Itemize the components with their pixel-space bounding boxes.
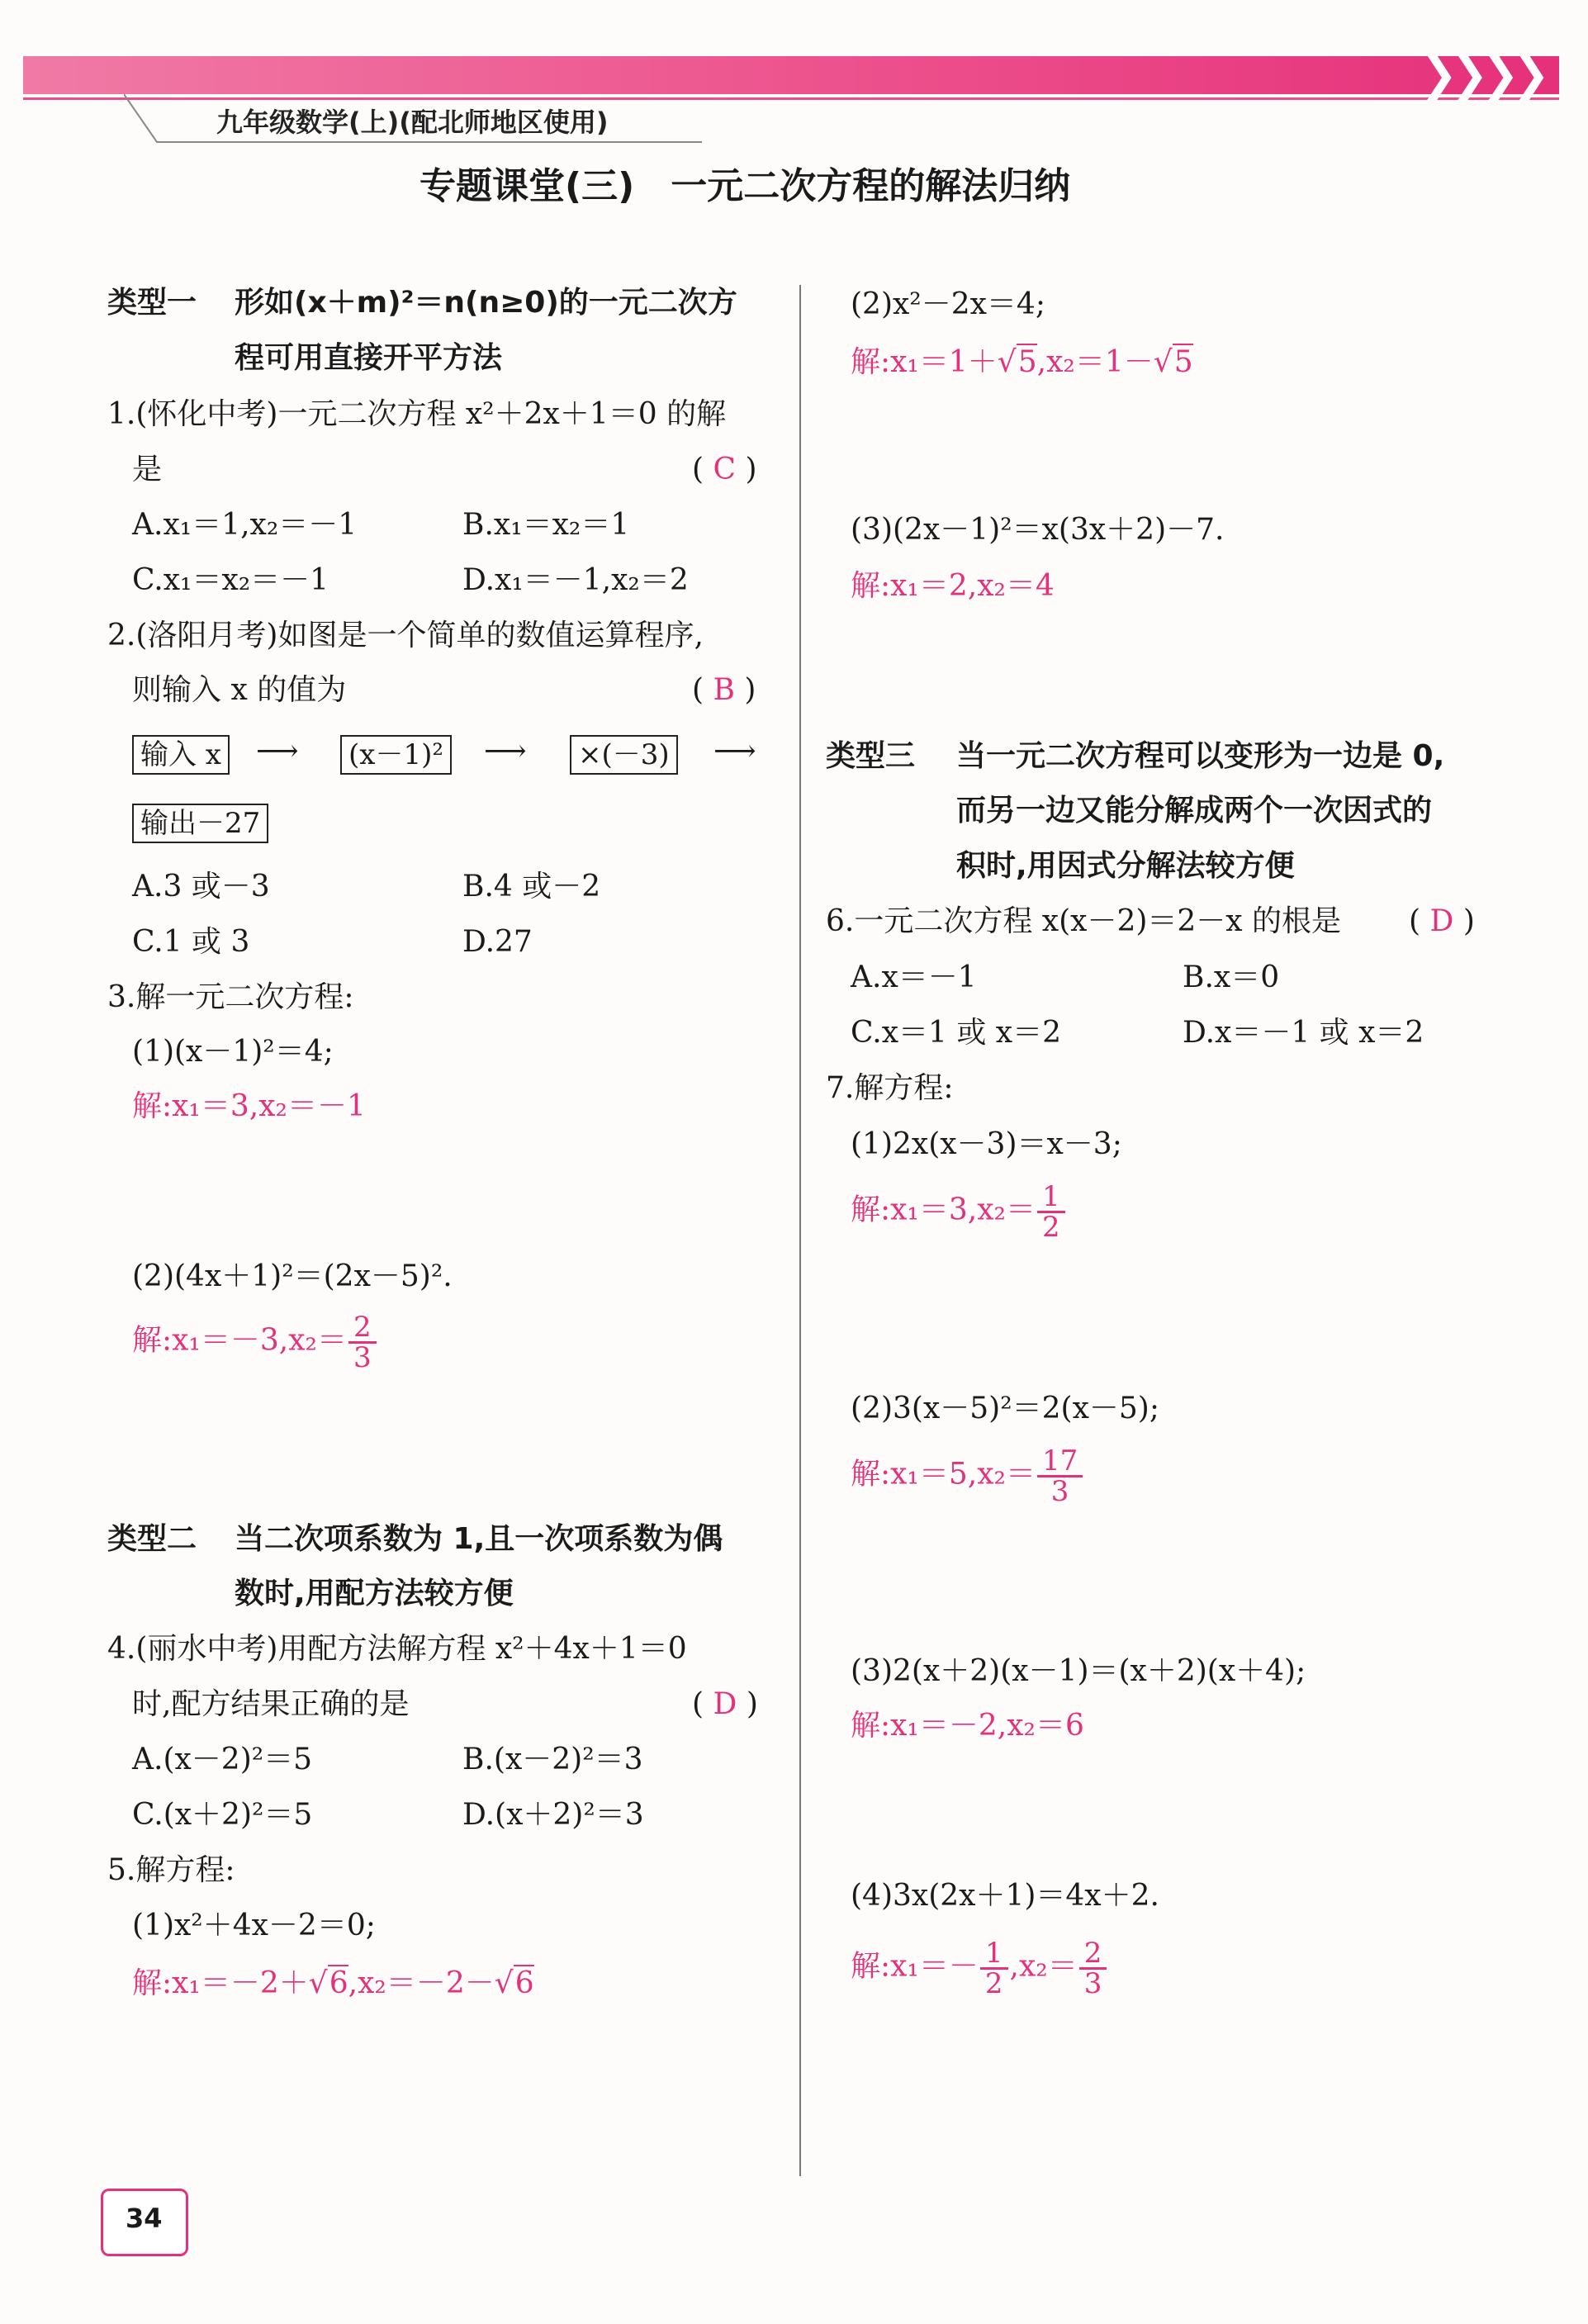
arrow-right-icon: ⟶ — [484, 734, 527, 768]
q2-answer-slot: ( B ) — [692, 673, 756, 707]
q1-option-d: D.x₁＝－1,x₂＝2 — [462, 563, 689, 597]
radicand: 5 — [1017, 345, 1037, 379]
answer-text: ,x₂＝－2－ — [348, 1966, 495, 2000]
numerator: 2 — [1079, 1939, 1107, 1970]
q7-part2-answer — [851, 1444, 1084, 1508]
q5-part1-answer: 解:x₁＝－2＋√6,x₂＝－2－√6 — [132, 1966, 534, 2000]
denominator: 2 — [984, 1967, 1003, 2000]
q4-option-d: D.(x＋2)²＝3 — [462, 1798, 644, 1832]
q1-option-c: C.x₁＝x₂＝－1 — [132, 563, 329, 597]
type3-label: 类型三 — [826, 739, 916, 773]
arrow-right-icon: ⟶ — [713, 734, 756, 768]
type1-label: 类型一 — [107, 286, 197, 320]
flow-output-box: 输出－27 — [132, 804, 268, 843]
q4-option-c: C.(x＋2)²＝5 — [132, 1798, 313, 1832]
q4-option-a: A.(x－2)²＝5 — [132, 1743, 313, 1776]
q7-part2: (2)3(x－5)²＝2(x－5); — [851, 1392, 1159, 1425]
q4-stem-2: 时,配方结果正确的是 — [132, 1687, 410, 1721]
page-number: 34 — [126, 2203, 163, 2234]
denominator: 3 — [353, 1341, 372, 1374]
type2-desc-2: 数时,用配方法较方便 — [235, 1577, 514, 1610]
type3-desc-3: 积时,用因式分解法较方便 — [956, 849, 1295, 883]
fraction — [1037, 1180, 1065, 1244]
radicand: 5 — [1173, 345, 1193, 379]
page-title: 专题课堂(三) 一元二次方程的解法归纳 — [420, 165, 1071, 207]
q1-option-b: B.x₁＝x₂＝1 — [462, 508, 630, 542]
q1-stem-1: 1.(怀化中考)一元二次方程 x²＋2x＋1＝0 的解 — [107, 397, 727, 431]
q5-part1: (1)x²＋4x－2＝0; — [132, 1909, 376, 1942]
q6-option-d: D.x＝－1 或 x＝2 — [1183, 1016, 1424, 1050]
numerator: 1 — [980, 1939, 1008, 1970]
q4-answer: D — [713, 1687, 737, 1721]
q1-answer-slot: ( C ) — [692, 453, 757, 486]
q3-part2-answer — [132, 1313, 378, 1372]
numerator: 17 — [1037, 1447, 1083, 1477]
numerator: 2 — [348, 1313, 377, 1344]
fraction — [1037, 1444, 1083, 1508]
answer-text: 解:x₁＝－2＋ — [132, 1966, 309, 2000]
numerator: 1 — [1037, 1183, 1065, 1213]
answer-text: 解:x₁＝1＋ — [851, 345, 998, 379]
radicand: 6 — [329, 1966, 348, 2000]
q6-option-c: C.x＝1 或 x＝2 — [851, 1016, 1062, 1050]
q6-stem: 6.一元二次方程 x(x－2)＝2－x 的根是 — [826, 904, 1342, 938]
answer-text: 解:x₁＝－ — [851, 1949, 979, 1984]
q7-part4-answer — [851, 1939, 1108, 1998]
denominator: 3 — [1050, 1475, 1069, 1508]
type1-desc-2: 程可用直接开平方法 — [235, 341, 503, 375]
q6-option-b: B.x＝0 — [1183, 960, 1280, 994]
q3-part2-answer-text: 解:x₁＝－3,x₂＝ — [132, 1323, 347, 1358]
type3-desc-1: 当一元二次方程可以变形为一边是 0, — [956, 739, 1445, 773]
q2-option-a: A.3 或－3 — [132, 870, 270, 904]
flow-input-box: 输入 x — [132, 735, 230, 775]
q7-part3-answer: 解:x₁＝－2,x₂＝6 — [851, 1709, 1084, 1743]
denominator: 2 — [1041, 1211, 1060, 1244]
answer-text: 解:x₁＝5,x₂＝ — [851, 1457, 1036, 1492]
q7-part4: (4)3x(2x＋1)＝4x＋2. — [851, 1879, 1159, 1913]
type2-label: 类型二 — [107, 1522, 197, 1556]
q1-stem-2: 是 — [132, 453, 163, 486]
flow-square-box: (x－1)² — [340, 735, 452, 775]
q3-part1: (1)(x－1)²＝4; — [132, 1035, 334, 1069]
q5-part2-answer: 解:x₁＝1＋√5,x₂＝1－√5 — [851, 345, 1193, 379]
column-divider — [799, 285, 801, 2176]
chevrons-icon: ❯❯❯❯ — [1420, 48, 1543, 100]
q5-part2: (2)x²－2x＝4; — [851, 287, 1045, 321]
q4-option-b: B.(x－2)²＝3 — [462, 1743, 643, 1776]
q4-stem-1: 4.(丽水中考)用配方法解方程 x²＋4x＋1＝0 — [107, 1632, 687, 1666]
answer-text: ,x₂＝ — [1009, 1949, 1078, 1984]
q6-answer: D — [1429, 904, 1454, 938]
radicand: 6 — [514, 1966, 534, 2000]
q6-option-a: A.x＝－1 — [851, 960, 977, 994]
q2-answer: B — [713, 673, 735, 707]
q3-part2: (2)(4x＋1)²＝(2x－5)². — [132, 1259, 453, 1293]
q5-part3-answer: 解:x₁＝2,x₂＝4 — [851, 569, 1055, 603]
flow-multiply-box: ×(－3) — [570, 735, 678, 775]
type2-desc-1: 当二次项系数为 1,且一次项系数为偶 — [235, 1522, 723, 1556]
q7-part3: (3)2(x＋2)(x－1)＝(x＋2)(x＋4); — [851, 1654, 1306, 1688]
header-band — [23, 56, 1559, 94]
q1-answer: C — [713, 453, 737, 486]
type3-desc-2: 而另一边又能分解成两个一次因式的 — [956, 794, 1433, 828]
q6-answer-slot: ( D ) — [1409, 904, 1475, 938]
fraction — [348, 1313, 377, 1372]
q2-option-d: D.27 — [462, 925, 533, 959]
fraction — [980, 1939, 1008, 1998]
q5-part3: (3)(2x－1)²＝x(3x＋2)－7. — [851, 513, 1225, 547]
q4-answer-slot: ( D ) — [692, 1687, 758, 1721]
q2-option-b: B.4 或－2 — [462, 870, 601, 904]
q5-title: 5.解方程: — [107, 1853, 235, 1887]
type1-desc-1: 形如(x＋m)²＝n(n≥0)的一元二次方 — [235, 286, 737, 320]
answer-text: ,x₂＝1－ — [1036, 345, 1154, 379]
q2-stem-2: 则输入 x 的值为 — [132, 673, 347, 707]
q1-option-a: A.x₁＝1,x₂＝－1 — [132, 508, 358, 542]
q2-option-c: C.1 或 3 — [132, 925, 250, 959]
fraction — [1079, 1939, 1107, 1998]
q3-part1-answer: 解:x₁＝3,x₂＝－1 — [132, 1089, 366, 1123]
q3-title: 3.解一元二次方程: — [107, 980, 354, 1014]
denominator: 3 — [1083, 1967, 1102, 2000]
answer-text: 解:x₁＝3,x₂＝ — [851, 1193, 1036, 1227]
arrow-right-icon: ⟶ — [256, 734, 299, 768]
q2-stem-1: 2.(洛阳月考)如图是一个简单的数值运算程序, — [107, 619, 704, 652]
book-title: 九年级数学(上)(配北师地区使用) — [216, 107, 609, 138]
q7-part1: (1)2x(x－3)＝x－3; — [851, 1127, 1122, 1161]
q7-part1-answer — [851, 1180, 1067, 1244]
q7-title: 7.解方程: — [826, 1071, 954, 1105]
